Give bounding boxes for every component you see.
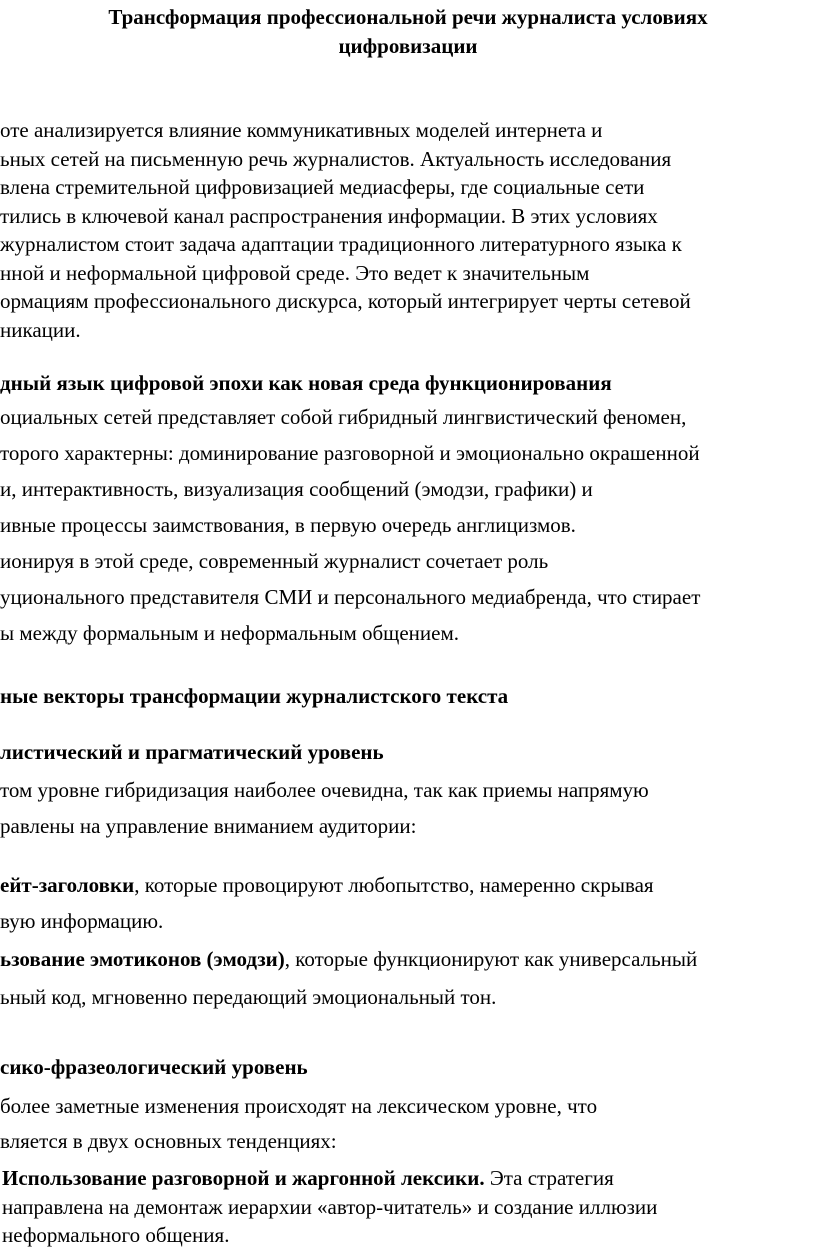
list-item (2, 1164, 657, 1250)
text-line: том уровне гибридизация наиболее очевидна, так как приемы напрямую (0, 778, 649, 802)
text-line: уционального представителя СМИ и персонального медиабренда, что стирает (0, 585, 701, 609)
section-2-heading: ные векторы трансформации журналистского текста (0, 684, 509, 708)
section-1-heading: дный язык цифровой эпохи как новая среда функционирования (0, 371, 612, 395)
intro-paragraph (0, 116, 691, 344)
text-line: оте анализируется влияние коммуникативных моделей интернета и (0, 118, 603, 142)
section-heading (0, 682, 508, 710)
subsection-1-heading: листический и прагматический уровень (0, 740, 384, 764)
subsection-2-heading: сико-фразеологический уровень (0, 1055, 308, 1079)
list-item (0, 867, 654, 939)
subsection-1-paragraph (0, 772, 649, 844)
list-item-line (0, 867, 654, 903)
subsection-heading (0, 738, 384, 766)
section-heading (0, 369, 612, 397)
list-item-term: ейт-заголовки (0, 873, 135, 897)
list-item-term: ьзование эмотиконов (эмодзи) (0, 947, 285, 971)
title-line-2: цифровизации (338, 34, 478, 58)
text-line: ы между формальным и неформальным общением. (0, 621, 459, 645)
text-line: направлена на демонтаж иерархии «автор-читатель» и создание иллюзии (2, 1194, 658, 1219)
list-item-text: Эта стратегия (484, 1166, 614, 1190)
text-line: ьных сетей на письменную речь журналистов. Актуальность исследования (0, 146, 672, 171)
text-line: более заметные изменения происходят на лексическом уровне, что (0, 1094, 598, 1118)
list-item-line (0, 940, 697, 978)
text-line: и, интерактивность, визуализация сообщений (эмодзи, графики) и (0, 477, 593, 501)
text-line: журналистом стоит задача адаптации традиционного литературного языка к (0, 232, 682, 256)
text-line: ормациям профессионального дискурса, который интегрирует черты сетевой (0, 289, 691, 313)
list-item-term: Использование разговорной и жаргонной лексики. (2, 1166, 485, 1190)
text-line: ионируя в этой среде, современный журналист сочетает роль (0, 549, 549, 573)
text-line: вую информацию. (0, 909, 164, 933)
title-line-1: Трансформация профессиональной речи журналиста условиях (108, 5, 708, 29)
text-line: оциальных сетей представляет собой гибридный лингвистический феномен, (0, 405, 687, 429)
text-line: неформального общения. (2, 1223, 230, 1247)
list-item-text: , которые функционируют как универсальный (284, 947, 698, 971)
text-line: вляется в двух основных тенденциях: (0, 1129, 337, 1153)
text-line: ивные процессы заимствования, в первую очередь англицизмов. (0, 513, 576, 537)
list-item-text: , которые провоцируют любопытство, намеренно скрывая (134, 873, 654, 897)
list-item-line (2, 1164, 657, 1193)
subsection-heading (0, 1053, 308, 1081)
list-item (0, 940, 697, 1016)
text-line: тились в ключевой канал распространения информации. В этих условиях (0, 203, 658, 228)
text-line: влена стремительной цифровизацией медиасферы, где социальные сети (0, 175, 645, 199)
section-1-paragraph (0, 399, 700, 651)
text-line: торого характерны: доминирование разговорной и эмоционально окрашенной (0, 441, 700, 465)
text-line: равлены на управление вниманием аудитории: (0, 814, 417, 838)
text-line: нной и неформальной цифровой среде. Это ведет к значительным (0, 260, 590, 285)
text-line: ьный код, мгновенно передающий эмоциональный тон. (0, 985, 497, 1009)
document-title (0, 3, 816, 61)
text-line: никации. (0, 317, 81, 342)
subsection-2-paragraph (0, 1089, 597, 1159)
